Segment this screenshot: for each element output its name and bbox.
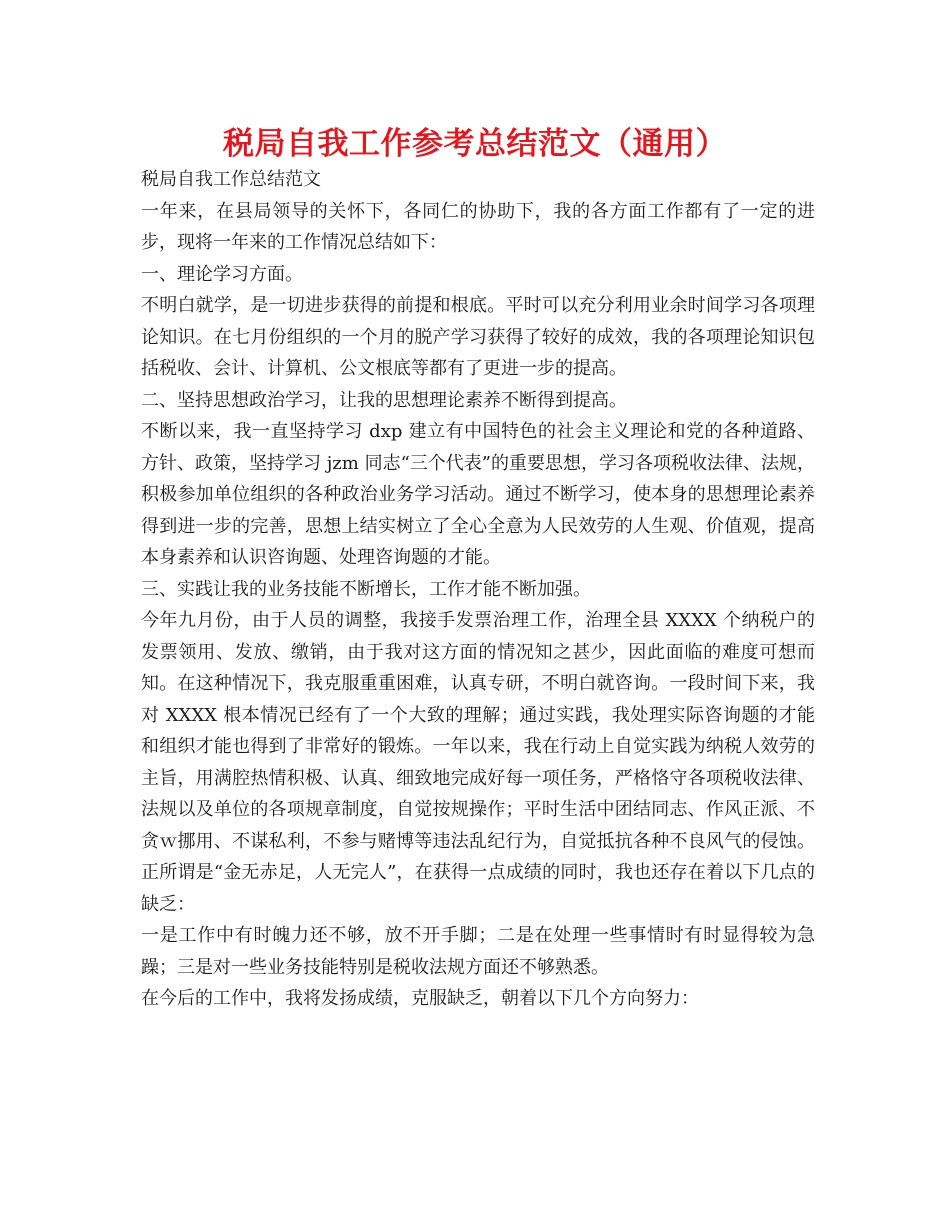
paragraph-subtitle: 税局自我工作总结范文 xyxy=(141,169,321,190)
paragraph-outlook: 在今后的工作中，我将发扬成绩，克服缺乏，朝着以下几个方向努力： xyxy=(141,988,699,1009)
paragraph-section-3: 今年九月份，由于人员的调整，我接手发票治理工作，治理全县 XXXX 个纳税户的发票领用、发放、缴销，由于我对这方面的情况知之甚少，因此面临的难度可想而知。在这种情况下，我克服重重困难，认真专研，不明白就咨询。一段时间下来，我对 XXXX 根本情况已经有了一个大致的理解；通过实践，我处理实际咨询题的才能和组织才能也得到了非常好的锻炼。一年以来，我在行动上自觉实践为纳税人效劳的主旨，用满腔热情积极、认真、细致地完成好每一项任务，严格恪守各项税收法律、法规以及单位的各项规章制度，自觉按规操作；平时生活中团结同志、作风正派、不贪ｗ挪用、不谋私利，不参与赌博等违法乱纪行为，自觉抵抗各种不良风气的侵蚀。正所谓是“金无赤足，人无完人”，在获得一点成绩的同时，我也还存在着以下几点的缺乏： xyxy=(141,610,815,915)
paragraph-section-2: 不断以来，我一直坚持学习 dxp 建立有中国特色的社会主义理论和党的各种道路、方针、政策，坚持学习 jzm 同志“三个代表”的重要思想，学习各项税收法律、法规，积极参加单位组织的各种政治业务学习活动。通过不断学习，使本身的思想理论素养得到进一步的完善，思想上结实树立了全心全意为人民效劳的人生观、价值观，提高本身素养和认识咨询题、处理咨询题的才能。 xyxy=(141,421,815,568)
paragraph-shortcomings: 一是工作中有时魄力还不够，放不开手脚；二是在处理一些事情时有时显得较为急躁；三是对一些业务技能特别是税收法规方面还不够熟悉。 xyxy=(141,925,815,978)
section-heading-3: 三、实践让我的业务技能不断增长，工作才能不断加强。 xyxy=(141,578,591,600)
paragraph-section-1: 不明白就学，是一切进步获得的前提和根底。平时可以充分利用业余时间学习各项理论知识。在七月份组织的一个月的脱产学习获得了较好的成效，我的各项理论知识包括税收、会计、计算机、公文根底等都有了更进一步的提高。 xyxy=(141,295,815,379)
document-body xyxy=(141,164,815,1015)
document-title: 税局自我工作参考总结范文（通用） xyxy=(223,126,727,162)
paragraph-intro: 一年来，在县局领导的关怀下，各同仁的协助下，我的各方面工作都有了一定的进步，现将一年来的工作情况总结如下： xyxy=(141,200,815,253)
section-heading-1: 一、理论学习方面。 xyxy=(141,263,303,285)
section-heading-2: 二、坚持思想政治学习，让我的思想理论素养不断得到提高。 xyxy=(141,389,627,411)
